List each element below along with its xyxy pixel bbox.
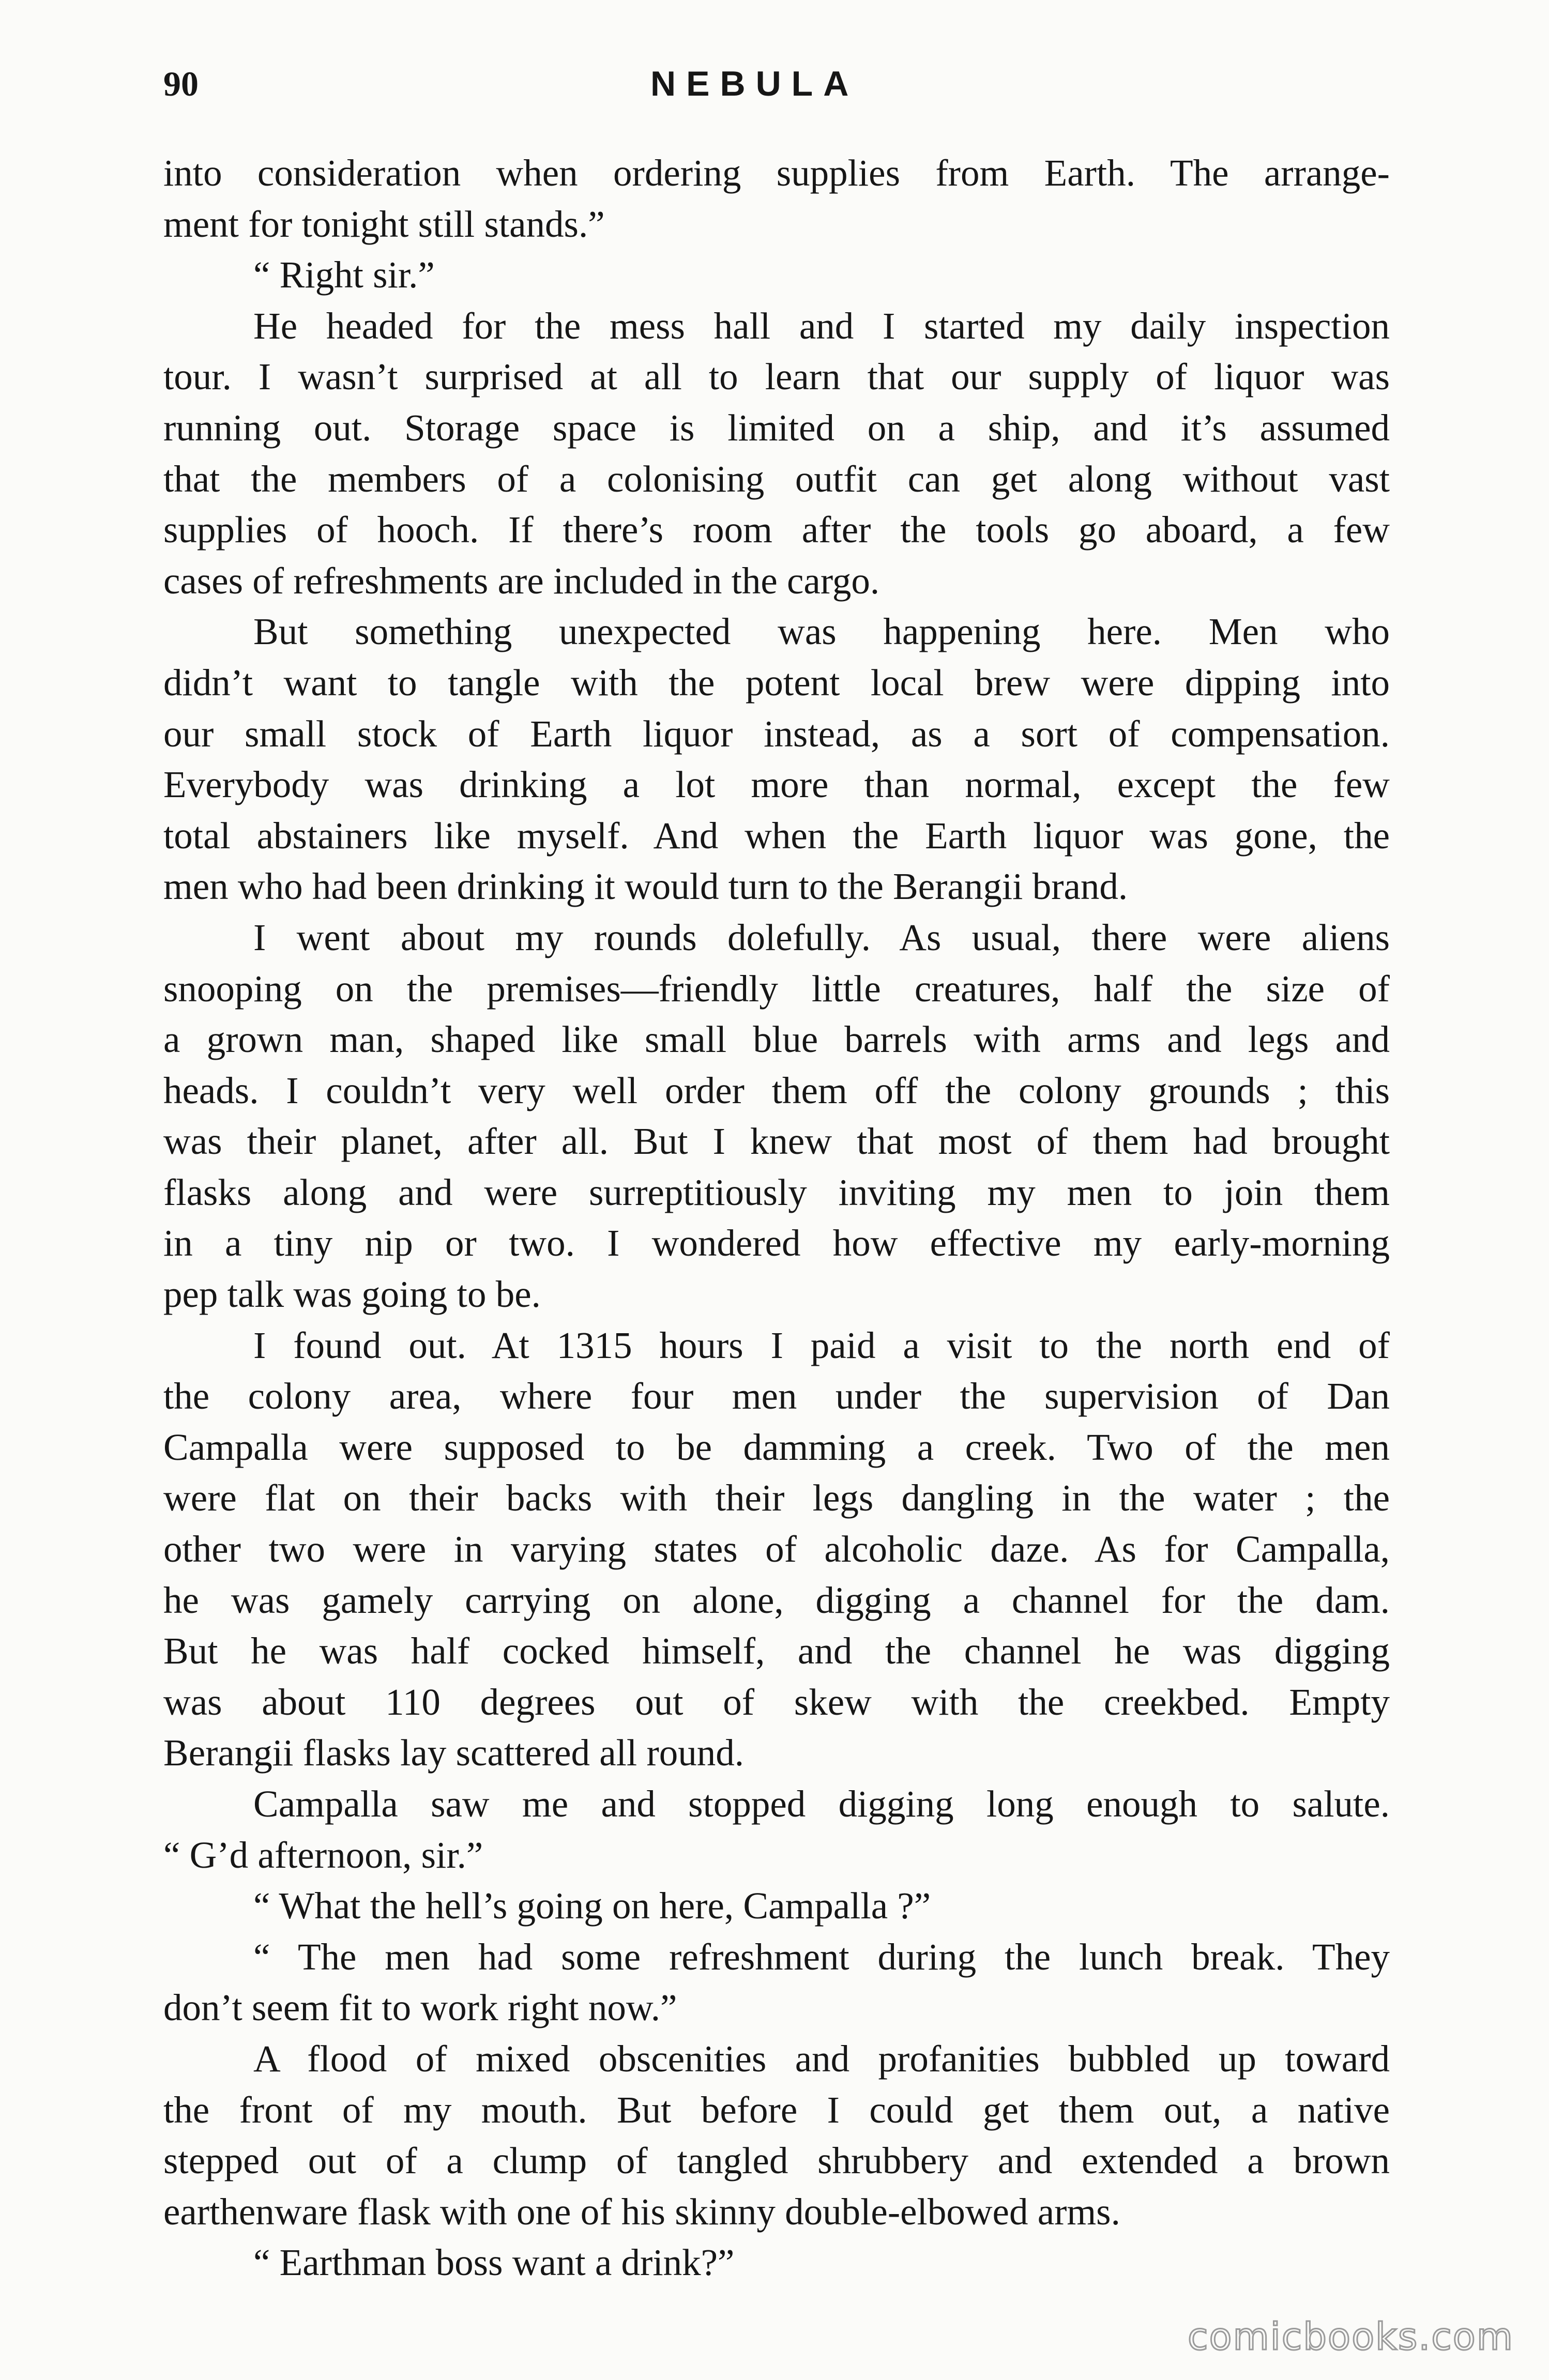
- text-line: in a tiny nip or two. I wondered how effective my early-morning: [163, 1222, 1390, 1264]
- paragraph: [163, 2237, 1390, 2289]
- text-line: other two were in varying states of alcoholic daze. As for Campalla,: [163, 1528, 1390, 1570]
- text-line: the front of my mouth. But before I could get them out, a native: [163, 2088, 1390, 2131]
- text-line: was about 110 degrees out of skew with the creekbed. Empty: [163, 1681, 1390, 1723]
- text-line: “ What the hell’s going on here, Campalla ?”: [253, 1885, 931, 1927]
- text-line: don’t seem fit to work right now.”: [163, 1987, 677, 2029]
- text-line: heads. I couldn’t very well order them off the colony grounds ; this: [163, 1069, 1390, 1111]
- text-line: A flood of mixed obscenities and profanities bubbled up toward: [253, 2037, 1390, 2080]
- text-line: the colony area, where four men under the supervision of Dan: [163, 1375, 1390, 1417]
- text-line: men who had been drinking it would turn to the Berangii brand.: [163, 865, 1128, 908]
- watermark-logo: comicbooks.com: [1187, 2315, 1514, 2358]
- paragraph: [163, 1320, 1390, 1779]
- text-line: into consideration when ordering supplies from Earth. The arrange-: [163, 152, 1390, 194]
- paragraph: [163, 1932, 1390, 2034]
- text-line: were flat on their backs with their legs dangling in the water ; the: [163, 1477, 1390, 1519]
- text-line: he was gamely carrying on alone, digging a channel for the dam.: [163, 1579, 1390, 1621]
- text-line: snooping on the premises—friendly little creatures, half the size of: [163, 967, 1390, 1010]
- text-line: pep talk was going to be.: [163, 1273, 541, 1316]
- text-line: But he was half cocked himself, and the channel he was digging: [163, 1630, 1390, 1672]
- text-line: Berangii flasks lay scattered all round.: [163, 1732, 745, 1774]
- paragraph: [163, 250, 1390, 301]
- text-line: supplies of hooch. If there’s room after the tools go aboard, a few: [163, 509, 1390, 551]
- text-line: running out. Storage space is limited on a ship, and it’s assumed: [163, 406, 1390, 449]
- running-title: NEBULA: [650, 64, 859, 103]
- text-line: stepped out of a clump of tangled shrubbery and extended a brown: [163, 2140, 1390, 2182]
- text-line: tour. I wasn’t surprised at all to learn that our supply of liquor was: [163, 356, 1390, 398]
- text-line: Campalla were supposed to be damming a creek. Two of the men: [163, 1426, 1390, 1468]
- text-line: earthenware flask with one of his skinny double-elbowed arms.: [163, 2190, 1120, 2233]
- paragraph: [163, 2034, 1390, 2237]
- text-line: “ G’d afternoon, sir.”: [163, 1834, 483, 1876]
- paragraph: [163, 912, 1390, 1320]
- text-line: “ The men had some refreshment during the lunch break. They: [253, 1935, 1390, 1978]
- paragraph: [163, 148, 1390, 250]
- paragraph: [163, 301, 1390, 607]
- text-line: Everybody was drinking a lot more than normal, except the few: [163, 764, 1390, 806]
- text-line: Campalla saw me and stopped digging long enough to salute.: [253, 1783, 1390, 1825]
- page-number: 90: [163, 64, 199, 103]
- text-line: didn’t want to tangle with the potent local brew were dipping into: [163, 661, 1390, 704]
- text-line: I found out. At 1315 hours I paid a visit to the north end of: [253, 1324, 1390, 1366]
- paragraph: [163, 606, 1390, 912]
- paragraph: [163, 1779, 1390, 1881]
- text-line: flasks along and were surreptitiously inviting my men to join them: [163, 1171, 1390, 1213]
- text-line: our small stock of Earth liquor instead, as a sort of compensation.: [163, 712, 1390, 755]
- body-text: [163, 148, 1390, 2289]
- text-line: that the members of a colonising outfit can get along without vast: [163, 457, 1390, 500]
- text-line: cases of refreshments are included in the cargo.: [163, 559, 880, 602]
- paragraph: [163, 1881, 1390, 1932]
- text-line: ment for tonight still stands.”: [163, 203, 605, 245]
- text-line: But something unexpected was happening here. Men who: [253, 611, 1390, 653]
- text-line: He headed for the mess hall and I started my daily inspection: [253, 304, 1390, 347]
- text-line: a grown man, shaped like small blue barrels with arms and legs and: [163, 1018, 1390, 1061]
- text-line: “ Earthman boss want a drink?”: [253, 2241, 735, 2284]
- text-line: “ Right sir.”: [253, 254, 435, 296]
- text-line: was their planet, after all. But I knew that most of them had brought: [163, 1120, 1390, 1163]
- text-line: total abstainers like myself. And when the Earth liquor was gone, the: [163, 814, 1390, 857]
- text-line: I went about my rounds dolefully. As usual, there were aliens: [253, 916, 1390, 958]
